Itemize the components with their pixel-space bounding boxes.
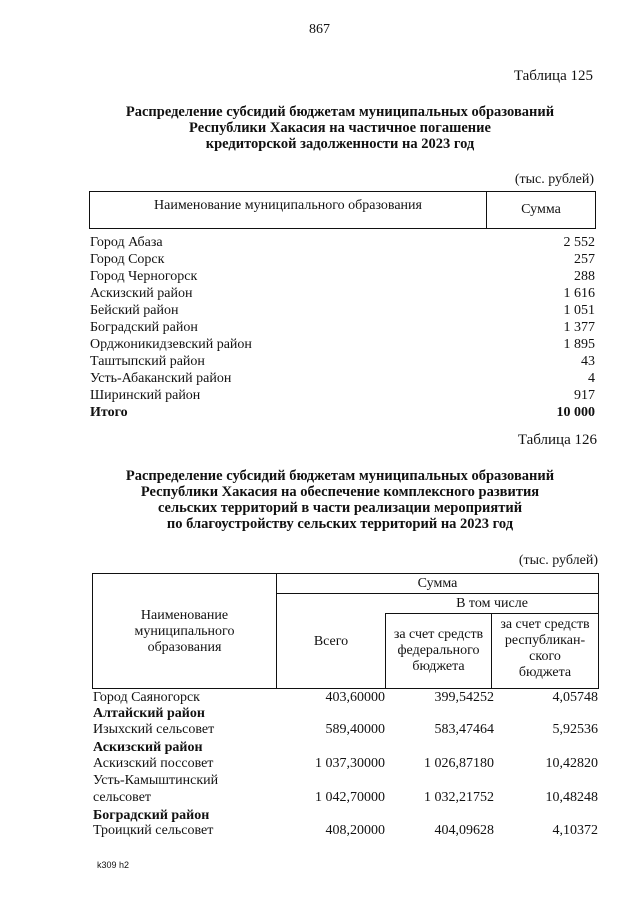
row-republic: 4,05748 bbox=[552, 690, 598, 705]
row-total: 589,40000 bbox=[325, 722, 385, 737]
title-line: Республики Хакасия на частичное погашение bbox=[189, 120, 491, 136]
header-federal-line: бюджета bbox=[412, 659, 465, 674]
row-value: 288 bbox=[574, 269, 595, 284]
row-value: 43 bbox=[581, 354, 595, 369]
row-value: 4 bbox=[588, 371, 595, 386]
row-name: Город Сорск bbox=[90, 252, 165, 267]
header-name: Наименование муниципального образования bbox=[154, 198, 422, 213]
header-name-line: образования bbox=[147, 640, 222, 655]
row-federal: 583,47464 bbox=[434, 722, 494, 737]
page-number: 867 bbox=[309, 22, 330, 37]
header-federal-line: за счет средств bbox=[393, 627, 484, 642]
table-125-label: Таблица 125 bbox=[513, 68, 593, 84]
row-name: Аскизский поссовет bbox=[93, 756, 214, 771]
header-total: Всего bbox=[313, 634, 349, 649]
header-name bbox=[93, 608, 276, 656]
header-republic bbox=[492, 617, 598, 681]
row-total: 403,60000 bbox=[325, 690, 385, 705]
title-line: Распределение субсидий бюджетам муниципальных образований bbox=[125, 468, 555, 484]
title-line: Распределение субсидий бюджетам муниципальных образований bbox=[125, 104, 555, 120]
row-value: 1 051 bbox=[563, 303, 595, 318]
table-row bbox=[90, 234, 595, 251]
row-total: 1 037,30000 bbox=[315, 756, 385, 771]
table-125-title bbox=[60, 104, 620, 152]
row-federal: 399,54252 bbox=[434, 690, 494, 705]
row-name: Бейский район bbox=[90, 303, 179, 318]
row-republic: 10,48248 bbox=[545, 790, 598, 805]
group-name: Алтайский район bbox=[93, 706, 205, 721]
table-row bbox=[90, 268, 595, 285]
header-name-line: Наименование bbox=[140, 608, 229, 623]
table-row bbox=[90, 387, 595, 404]
row-name: Аскизский район bbox=[90, 286, 193, 301]
row-value: 1 377 bbox=[563, 320, 595, 335]
row-name: Троицкий сельсовет bbox=[93, 823, 214, 838]
table-row bbox=[90, 319, 595, 336]
header-republic-line: ского bbox=[529, 649, 561, 664]
header-divider bbox=[276, 593, 598, 594]
header-including: В том числе bbox=[456, 596, 528, 611]
total-value: 10 000 bbox=[556, 405, 595, 420]
row-name: Изыхский сельсовет bbox=[93, 722, 215, 737]
header-sum: Сумма bbox=[417, 576, 458, 591]
row-name: Город Черногорск bbox=[90, 269, 198, 284]
table-row bbox=[90, 251, 595, 268]
row-republic: 4,10372 bbox=[552, 823, 598, 838]
total-name: Итого bbox=[90, 405, 128, 420]
table-126-header bbox=[92, 573, 599, 689]
header-name-line: муниципального bbox=[134, 624, 235, 639]
row-total: 1 042,70000 bbox=[315, 790, 385, 805]
title-line: кредиторской задолженности на 2023 год bbox=[205, 136, 475, 152]
row-name: Ширинский район bbox=[90, 388, 201, 403]
row-value: 1 616 bbox=[563, 286, 595, 301]
row-federal: 1 026,87180 bbox=[424, 756, 494, 771]
row-name: Город Абаза bbox=[90, 235, 163, 250]
header-federal-line: федерального bbox=[397, 643, 480, 658]
header-sum: Сумма bbox=[521, 202, 561, 217]
total-row bbox=[90, 404, 595, 421]
row-name: Таштыпский район bbox=[90, 354, 205, 369]
group-name: Аскизский район bbox=[93, 740, 203, 755]
row-name: Усть-Камыштинский bbox=[93, 773, 219, 788]
row-total: 408,20000 bbox=[325, 823, 385, 838]
title-line: по благоустройству сельских территорий на 2023 год bbox=[166, 516, 514, 532]
row-name: Усть-Абаканский район bbox=[90, 371, 232, 386]
table-row bbox=[90, 353, 595, 370]
group-name: Боградский район bbox=[93, 808, 210, 823]
table-126-title bbox=[60, 468, 620, 532]
row-value: 257 bbox=[574, 252, 595, 267]
row-value: 1 895 bbox=[563, 337, 595, 352]
header-republic-line: бюджета bbox=[518, 665, 572, 680]
table-row bbox=[90, 336, 595, 353]
table-row bbox=[90, 302, 595, 319]
header-republic-line: за счет средств bbox=[500, 617, 590, 632]
row-value: 2 552 bbox=[563, 235, 595, 250]
row-name: Орджоникидзевский район bbox=[90, 337, 252, 352]
table-125-units: (тыс. рублей) bbox=[514, 172, 594, 187]
header-federal bbox=[386, 627, 491, 675]
footer-code: k309 h2 bbox=[97, 860, 130, 870]
table-row bbox=[90, 370, 595, 387]
row-republic: 10,42820 bbox=[545, 756, 598, 771]
row-republic: 5,92536 bbox=[552, 722, 598, 737]
table-126-label: Таблица 126 bbox=[517, 432, 597, 448]
row-name: Боградский район bbox=[90, 320, 198, 335]
row-federal: 1 032,21752 bbox=[424, 790, 494, 805]
title-line: Республики Хакасия на обеспечение комплексного развития bbox=[140, 484, 540, 500]
row-federal: 404,09628 bbox=[434, 823, 494, 838]
title-line: сельских территорий в части реализации мероприятий bbox=[157, 500, 523, 516]
row-name-continued: сельсовет bbox=[93, 790, 152, 805]
row-value: 917 bbox=[574, 388, 595, 403]
row-name: Город Саяногорск bbox=[93, 690, 200, 705]
table-row bbox=[90, 285, 595, 302]
table-125-header bbox=[89, 191, 596, 229]
table-126-units: (тыс. рублей) bbox=[518, 553, 598, 568]
header-republic-line: республикан- bbox=[504, 633, 586, 648]
